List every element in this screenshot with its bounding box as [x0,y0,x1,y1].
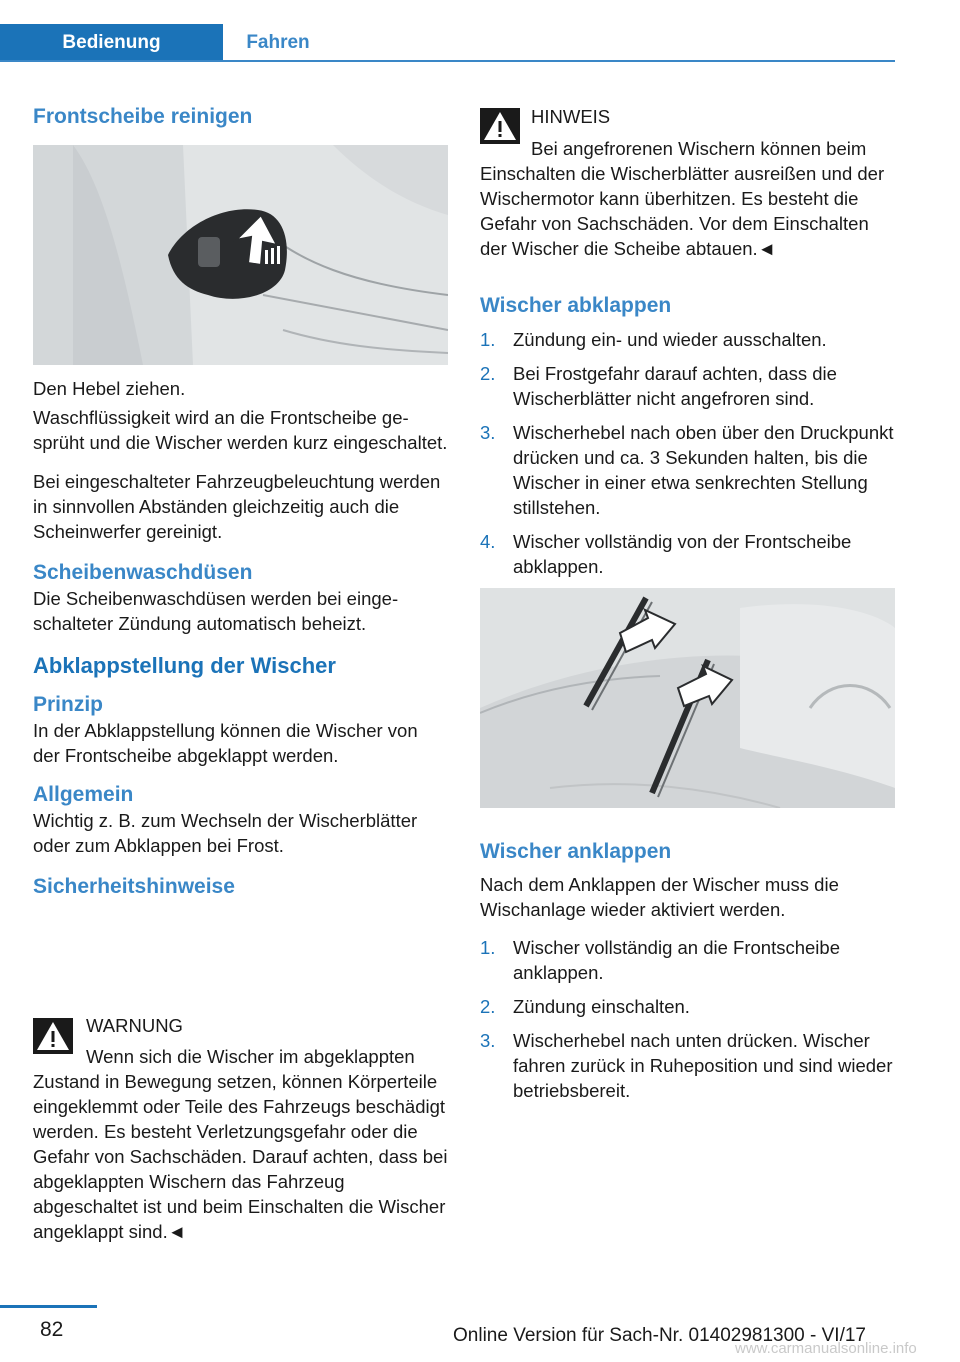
warning-label: WARNUNG [86,1015,183,1036]
list-item: 3. Wischerhebel nach oben über den Druckpunkt drücken und ca. 3 Sekunden halten, bis die Wischer in einer etwa senkrechten Stellung stillstehen. [480,422,894,518]
list-item: 1. Zündung ein- und wieder ausschalten. [480,329,827,350]
warning-text [33,1044,451,1244]
text-wischer-anklappen: Nach dem Anklappen der Wischer muss die Wischanlage wieder aktiviert werden. [480,874,839,920]
wipers-drawing [480,588,895,808]
wiper-lever-drawing [33,145,448,365]
list-item: 2. Zündung einschalten. [480,996,690,1017]
heading-wischer-anklappen: Wischer anklappen [480,840,672,863]
footer-divider [0,1305,97,1308]
wiper-lever-illustration [33,145,448,365]
tab-bedienung[interactable]: Bedienung [0,24,223,61]
header-divider [0,60,895,62]
heading-sicherheitshinweise: Sicherheitshinweise [33,875,235,898]
fold-away-steps [480,327,895,588]
text-scheibenwaschduesen: Die Scheibenwaschdüsen werden bei eingeschalteter Zündung automatisch beheizt. [33,588,399,634]
watermark-text: www.carmanualsonline.info [735,1340,917,1357]
notice-label: HINWEIS [531,106,611,127]
list-item: 1. Wischer vollständig an die Frontscheibe anklappen. [480,937,840,983]
text-waschfluessigkeit: Waschflüssigkeit wird an die Frontscheibe gesprüht und die Wischer werden kurz eingeschaltet. [33,407,448,453]
list-item: 3. Wischerhebel nach unten drücken. Wischer fahren zurück in Ruheposition und sind wieder betriebsbereit. [480,1030,893,1101]
list-item: 2. Bei Frostgefahr darauf achten, dass die Wischerblätter nicht angefroren sind. [480,363,837,409]
heading-wischer-abklappen: Wischer abklappen [480,294,672,317]
text-hebel-ziehen: Den Hebel ziehen. [33,378,186,399]
heading-frontscheibe-reinigen: Frontscheibe reinigen [33,105,253,128]
online-version-text: Online Version für Sach-Nr. 01402981300 - VI/17 [453,1325,866,1346]
text-prinzip: In der Abklappstellung können die Wischer von der Frontscheibe abgeklappt werden. [33,720,418,766]
heading-allgemein: Allgemein [33,783,134,806]
text-scheinwerfer: Bei eingeschalteter Fahrzeugbeleuchtung werden in sinnvollen Abständen gleichzeitig auch die Scheinwerfer gereinigt. [33,471,441,542]
fold-back-steps [480,935,895,1112]
heading-scheibenwaschduesen: Scheibenwaschdüsen [33,561,253,584]
heading-abklappstellung: Abklappstellung der Wischer [33,653,336,678]
text-allgemein: Wichtig z. B. zum Wechseln der Wischerblätter oder zum Abklappen bei Frost. [33,810,418,856]
notice-text [480,136,898,261]
heading-prinzip: Prinzip [33,693,104,716]
warning-text-body: Wenn sich die Wischer im abgeklappten Zustand in Bewegung setzen, können Körperteile eingeklemmt oder Teile des Fahrzeugs beschädigt werden. Es besteht Verletzungsgefahr oder die Gefahr von Sachschäden. Darauf achten, dass bei abgeklappten Wischern das Fahrzeug abgeschaltet ist und beim Einschalten die Wischer angeklappt sind.◄ [33,1046,448,1242]
notice-text-body: Bei angefrorenen Wischern können beim Einschalten die Wischerblätter ausreißen und der Wischermotor kann überhitzen. Es besteht die Gefahr von Sachschäden. Vor dem Einschalten der Wischer die Scheibe abtauen.◄ [480,138,885,259]
page-number: 82 [40,1318,64,1341]
wipers-folded-illustration [480,588,895,808]
list-item: 4. Wischer vollständig von der Frontscheibe abklappen. [480,531,852,577]
tab-fahren[interactable]: Fahren [246,31,310,53]
chapter-header [0,0,895,62]
